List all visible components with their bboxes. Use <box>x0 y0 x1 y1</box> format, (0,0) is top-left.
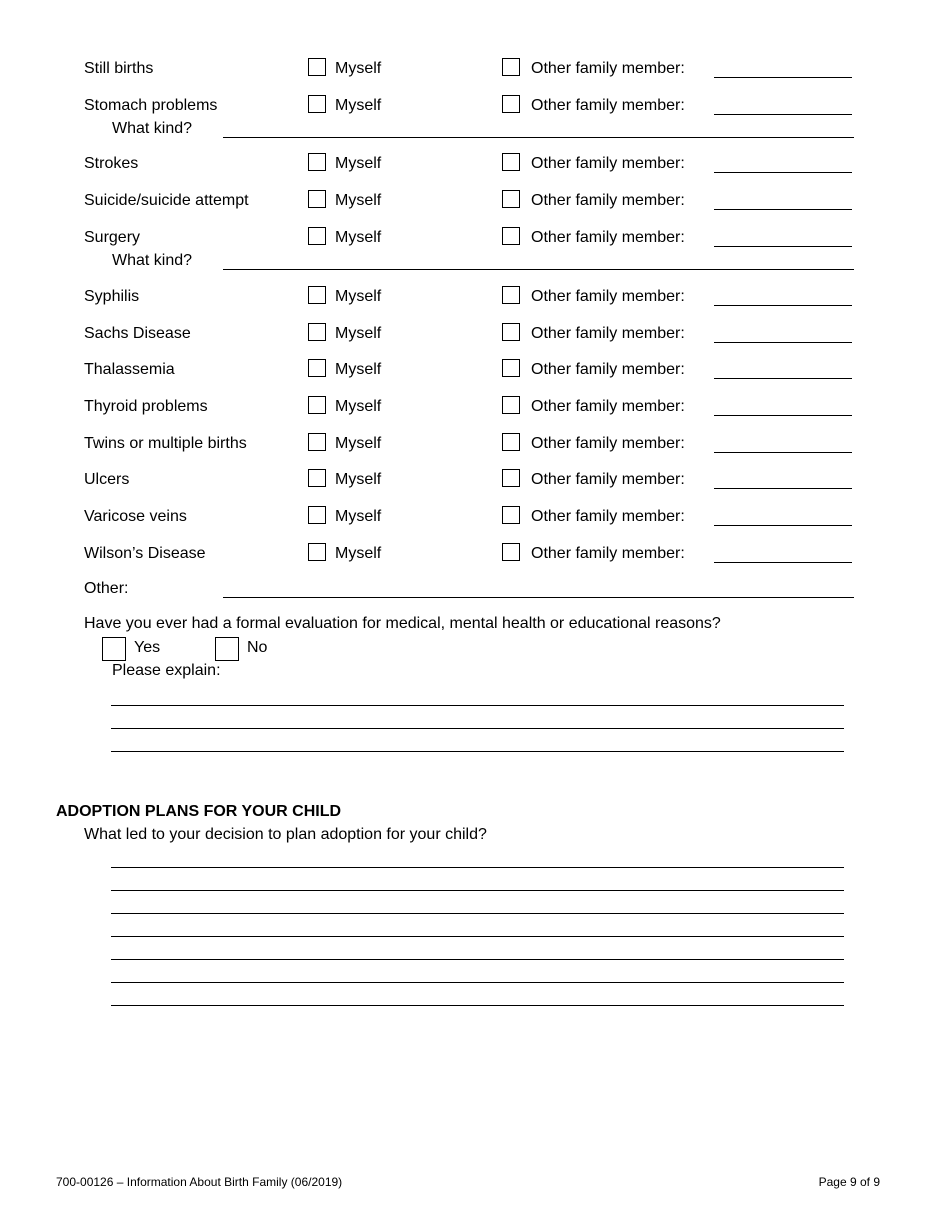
other-family-field[interactable] <box>714 246 852 247</box>
answer-line[interactable] <box>111 959 844 960</box>
myself-label: Myself <box>335 288 382 305</box>
myself-checkbox[interactable] <box>308 506 326 524</box>
condition-label: Twins or multiple births <box>84 435 247 452</box>
other-family-field[interactable] <box>714 305 852 306</box>
what-kind-field[interactable] <box>223 269 854 270</box>
explain-line[interactable] <box>111 705 844 706</box>
other-family-checkbox[interactable] <box>502 153 520 171</box>
other-condition-label: Other: <box>84 580 129 597</box>
other-family-label: Other family member: <box>531 398 685 415</box>
myself-label: Myself <box>335 398 382 415</box>
what-kind-field[interactable] <box>223 137 854 138</box>
other-family-label: Other family member: <box>531 288 685 305</box>
myself-label: Myself <box>335 97 382 114</box>
other-family-field[interactable] <box>714 525 852 526</box>
myself-checkbox[interactable] <box>308 469 326 487</box>
myself-checkbox[interactable] <box>308 396 326 414</box>
other-family-label: Other family member: <box>531 229 685 246</box>
what-kind-label: What kind? <box>112 252 193 269</box>
other-condition-field[interactable] <box>223 597 854 598</box>
other-family-field[interactable] <box>714 378 852 379</box>
other-family-checkbox[interactable] <box>502 506 520 524</box>
myself-checkbox[interactable] <box>308 286 326 304</box>
yes-checkbox[interactable] <box>102 637 126 661</box>
myself-label: Myself <box>335 229 382 246</box>
other-family-label: Other family member: <box>531 435 685 452</box>
other-family-label: Other family member: <box>531 60 685 77</box>
other-family-label: Other family member: <box>531 471 685 488</box>
condition-label: Stomach problems <box>84 97 218 114</box>
other-family-label: Other family member: <box>531 155 685 172</box>
what-kind-label: What kind? <box>112 120 193 137</box>
other-family-checkbox[interactable] <box>502 396 520 414</box>
other-family-label: Other family member: <box>531 545 685 562</box>
other-family-checkbox[interactable] <box>502 543 520 561</box>
myself-checkbox[interactable] <box>308 153 326 171</box>
adoption-question: What led to your decision to plan adoption for your child? <box>84 826 487 843</box>
other-family-label: Other family member: <box>531 508 685 525</box>
answer-line[interactable] <box>111 936 844 937</box>
myself-checkbox[interactable] <box>308 323 326 341</box>
answer-line[interactable] <box>111 1005 844 1006</box>
condition-label: Wilson’s Disease <box>84 545 206 562</box>
other-family-checkbox[interactable] <box>502 95 520 113</box>
other-family-checkbox[interactable] <box>502 190 520 208</box>
myself-checkbox[interactable] <box>308 543 326 561</box>
other-family-checkbox[interactable] <box>502 286 520 304</box>
answer-line[interactable] <box>111 867 844 868</box>
other-family-field[interactable] <box>714 77 852 78</box>
myself-label: Myself <box>335 545 382 562</box>
yes-label: Yes <box>134 639 161 656</box>
other-family-checkbox[interactable] <box>502 433 520 451</box>
page-number: Page 9 of 9 <box>818 1175 880 1189</box>
other-family-label: Other family member: <box>531 192 685 209</box>
other-family-field[interactable] <box>714 452 852 453</box>
answer-line[interactable] <box>111 982 844 983</box>
other-family-field[interactable] <box>714 415 852 416</box>
other-family-field[interactable] <box>714 114 852 115</box>
condition-label: Surgery <box>84 229 141 246</box>
other-family-checkbox[interactable] <box>502 359 520 377</box>
myself-label: Myself <box>335 508 382 525</box>
other-family-field[interactable] <box>714 342 852 343</box>
no-checkbox[interactable] <box>215 637 239 661</box>
myself-label: Myself <box>335 435 382 452</box>
condition-label: Strokes <box>84 155 139 172</box>
myself-label: Myself <box>335 325 382 342</box>
other-family-checkbox[interactable] <box>502 227 520 245</box>
explain-line[interactable] <box>111 751 844 752</box>
evaluation-question: Have you ever had a formal evaluation for medical, mental health or educational reasons? <box>84 615 721 632</box>
condition-label: Suicide/suicide attempt <box>84 192 249 209</box>
myself-checkbox[interactable] <box>308 359 326 377</box>
myself-label: Myself <box>335 471 382 488</box>
myself-label: Myself <box>335 60 382 77</box>
myself-checkbox[interactable] <box>308 433 326 451</box>
myself-checkbox[interactable] <box>308 227 326 245</box>
explain-label: Please explain: <box>112 662 221 679</box>
condition-label: Syphilis <box>84 288 140 305</box>
adoption-heading: ADOPTION PLANS FOR YOUR CHILD <box>56 803 342 820</box>
other-family-label: Other family member: <box>531 97 685 114</box>
explain-line[interactable] <box>111 728 844 729</box>
form-id: 700-00126 – Information About Birth Family (06/2019) <box>56 1175 343 1189</box>
other-family-label: Other family member: <box>531 325 685 342</box>
condition-label: Sachs Disease <box>84 325 191 342</box>
myself-checkbox[interactable] <box>308 95 326 113</box>
other-family-checkbox[interactable] <box>502 58 520 76</box>
myself-label: Myself <box>335 155 382 172</box>
condition-label: Thalassemia <box>84 361 175 378</box>
other-family-label: Other family member: <box>531 361 685 378</box>
condition-label: Still births <box>84 60 154 77</box>
other-family-checkbox[interactable] <box>502 323 520 341</box>
condition-label: Ulcers <box>84 471 130 488</box>
other-family-field[interactable] <box>714 209 852 210</box>
condition-label: Thyroid problems <box>84 398 208 415</box>
other-family-field[interactable] <box>714 172 852 173</box>
other-family-field[interactable] <box>714 562 852 563</box>
no-label: No <box>247 639 268 656</box>
answer-line[interactable] <box>111 913 844 914</box>
myself-label: Myself <box>335 361 382 378</box>
myself-checkbox[interactable] <box>308 190 326 208</box>
other-family-checkbox[interactable] <box>502 469 520 487</box>
condition-label: Varicose veins <box>84 508 187 525</box>
answer-line[interactable] <box>111 890 844 891</box>
myself-checkbox[interactable] <box>308 58 326 76</box>
other-family-field[interactable] <box>714 488 852 489</box>
myself-label: Myself <box>335 192 382 209</box>
